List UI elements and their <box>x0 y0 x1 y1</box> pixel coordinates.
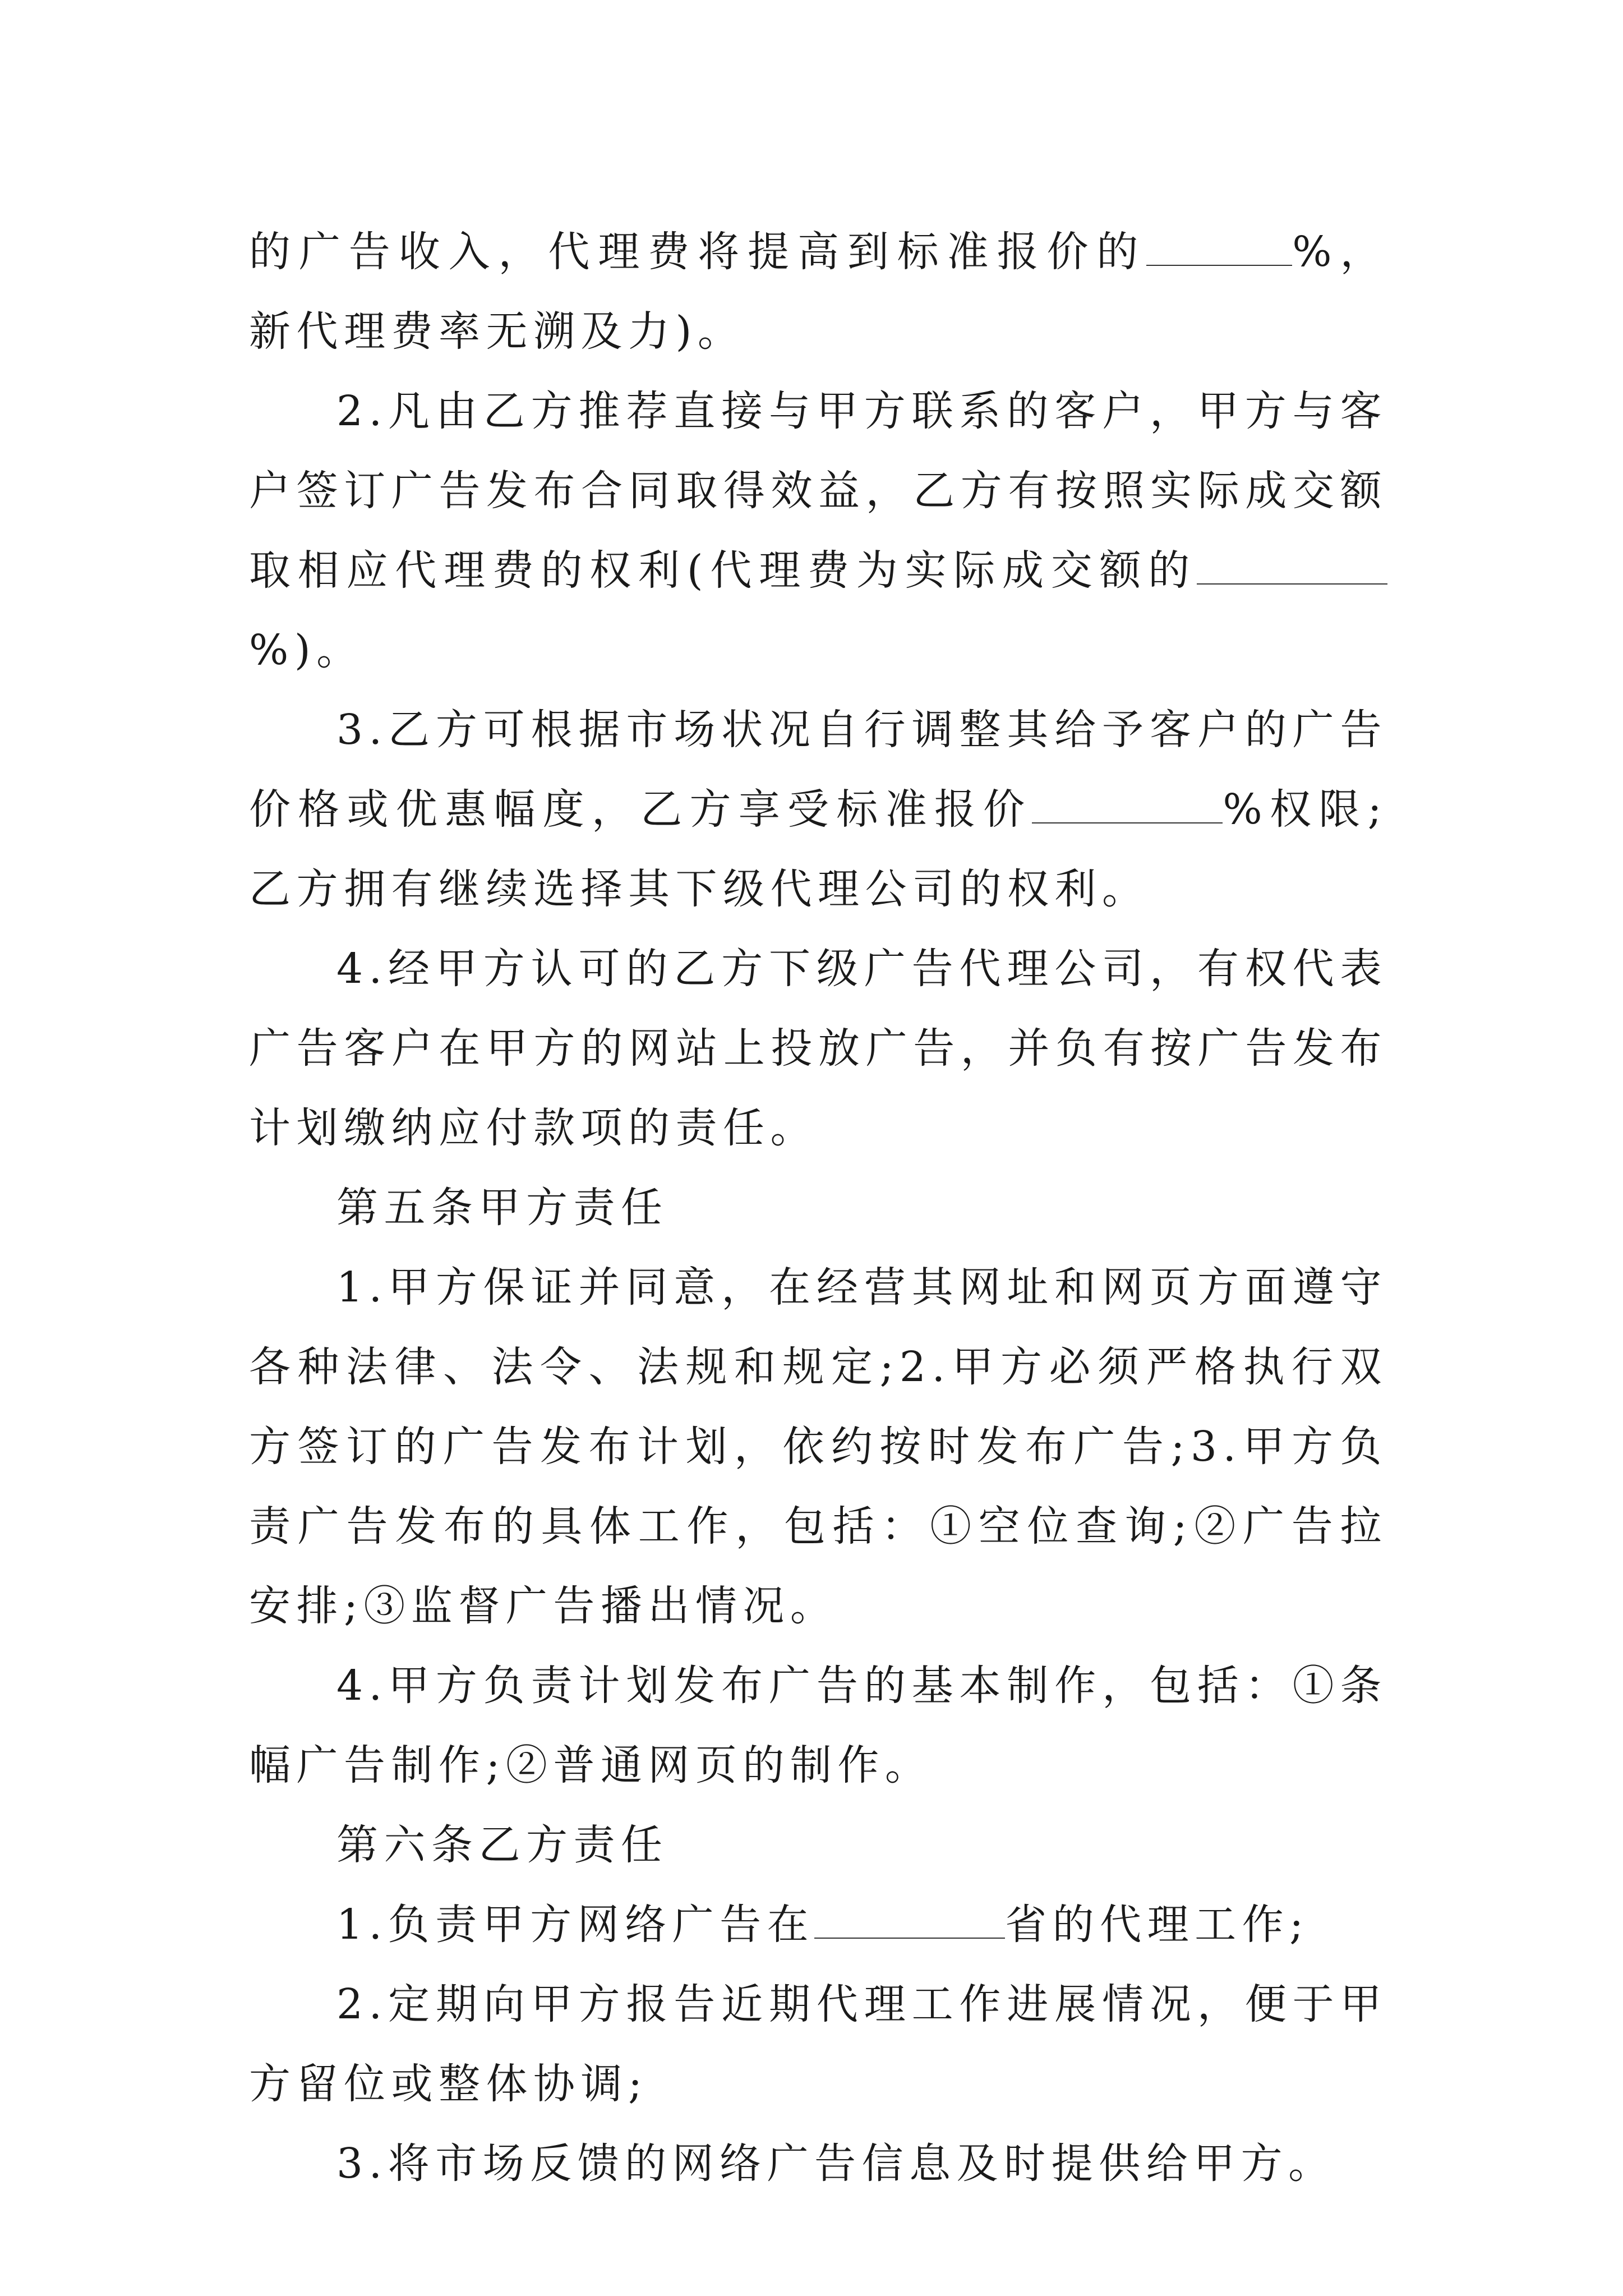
text-segment: 1.负责甲方网络广告在 <box>336 1901 815 1949</box>
section-heading-article-5: 第五条甲方责任 <box>336 1184 668 1232</box>
paragraph-clause-4: 4.经甲方认可的乙方下级广告代理公司，有权代表广告客户在甲方的网站上投放广告，并负有按广告发布计划缴纳应付款项的责任。 <box>249 945 1387 1152</box>
text-segment: 的广告收入，代理费将提高到标准报价的 <box>249 228 1147 276</box>
text-segment: %，新代理费率无溯及力)。 <box>249 228 1387 356</box>
fill-in-blank <box>1197 544 1387 585</box>
paragraph-party-b-duty-3: 3.将市场反馈的网络广告信息及时提供给甲方。 <box>336 2139 1336 2188</box>
paragraph-party-b-duty-2: 2.定期向甲方报告近期代理工作进展情况，便于甲方留位或整体协调; <box>249 1980 1387 2108</box>
fill-in-blank <box>814 1898 1005 1939</box>
paragraph-party-b-duty-1 <box>249 1885 1387 1964</box>
text-segment: 3.乙方可根据市场状况自行调整其给予客户的广告价格或优惠幅度，乙方享受标准报价 <box>249 706 1387 834</box>
text-segment: %权限;乙方拥有继续选择其下级代理公司的权利。 <box>249 785 1387 913</box>
text-segment: 2.凡由乙方推荐直接与甲方联系的客户，甲方与客户签订广告发布合同取得效益，乙方有按照实际成交额取相应代理费的权利(代理费为实际成交额的 <box>249 387 1387 595</box>
paragraph-party-a-production: 4.甲方负责计划发布广告的基本制作，包括：①条幅广告制作;②普通网页的制作。 <box>249 1662 1387 1789</box>
fill-in-blank <box>1032 783 1223 823</box>
paragraph-clause-3 <box>249 690 1387 929</box>
text-segment: 省的代理工作; <box>1005 1901 1310 1949</box>
text-segment: %)。 <box>249 626 364 674</box>
section-heading-article-6: 第六条乙方责任 <box>336 1821 668 1869</box>
paragraph-party-a-duties: 1.甲方保证并同意，在经营其网址和网页方面遵守各种法律、法令、法规和规定;2.甲方必须严格执行双方签订的广告发布计划，依约按时发布广告;3.甲方负责广告发布的具体工作，包括：①空位查询;②广告拉安排;③监督广告播出情况。 <box>249 1263 1387 1630</box>
paragraph-clause-2 <box>249 371 1387 690</box>
document-body <box>249 212 1387 2203</box>
paragraph-agency-fee-continuation <box>249 212 1387 371</box>
fill-in-blank <box>1146 226 1292 266</box>
